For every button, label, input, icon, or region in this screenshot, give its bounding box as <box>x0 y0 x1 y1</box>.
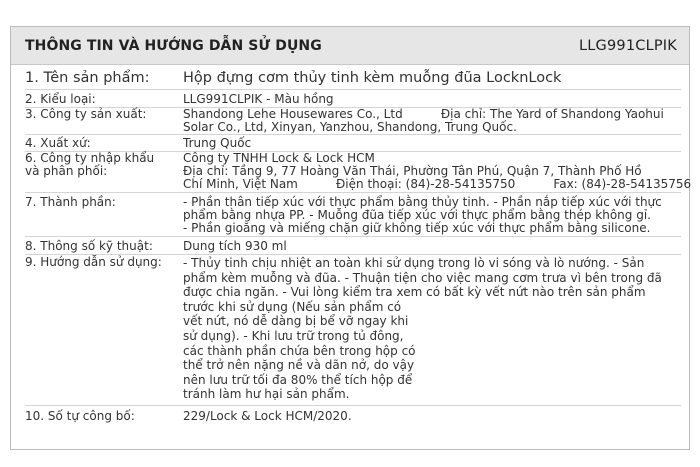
value-line: - Thủy tinh chịu nhiệt an toàn khi sử dụng trong lò vi sóng và lò nướng. - Sản <box>183 256 645 270</box>
value-line: Shandong Lehe Housewares Co., Ltd Địa chỉ: The Yard of Shandong Yaohui <box>183 107 664 121</box>
row-divider <box>25 236 681 237</box>
row-label: 7. Thành phần: <box>25 195 116 209</box>
row-value <box>183 70 683 87</box>
value-line: - Phần thân tiếp xúc với thực phẩm bằng thủy tinh. - Phần nắp tiếp xúc với thực <box>183 195 662 209</box>
value-line: Công ty TNHH Lock & Lock HCM <box>183 151 375 165</box>
value-line: nên lưu trữ tối đa 80% thể tích hộp để <box>183 372 413 387</box>
row-label: 10. Số tự công bố: <box>25 409 135 423</box>
row-divider <box>25 405 681 406</box>
row-divider <box>25 192 681 193</box>
row-label: 1. Tên sản phẩm: <box>25 70 150 86</box>
value-line: vết nứt, nó dễ dàng bị bể vỡ ngay khi <box>183 314 409 329</box>
row-value <box>183 137 683 150</box>
header-title: THÔNG TIN VÀ HƯỚNG DẪN SỬ DỤNG <box>25 38 322 54</box>
row-value <box>183 108 683 134</box>
card-header <box>11 27 689 65</box>
product-code: LLG991CLPIK <box>578 38 677 54</box>
value-line: được chia ngăn. - Vui lòng kiểm tra xem có bất kỳ vết nứt nào trên sản phẩm <box>183 285 646 300</box>
value-line: các thành phần chứa bên trong hộp có <box>183 343 416 358</box>
row-value <box>183 151 692 191</box>
row-label: 9. Hướng dẫn sử dụng: <box>25 255 162 269</box>
row-label <box>25 152 185 178</box>
row-value <box>183 196 683 235</box>
row-label: 8. Thông số kỹ thuật: <box>25 239 153 253</box>
row-divider <box>25 134 681 135</box>
label-line: 6. Công ty nhập khẩu <box>25 151 155 165</box>
value-line: sử dụng). - Khi lưu trữ trong tủ đông, <box>183 328 404 343</box>
value-line: 229/Lock & Lock HCM/2020. <box>183 409 352 423</box>
row-label: 2. Kiểu loại: <box>25 92 96 106</box>
row-value <box>183 256 683 402</box>
row-label: 3. Công ty sản xuất: <box>25 107 147 121</box>
value-line: - Phần gioăng và miếng chặn giữ không tiếp xúc với thực phẩm bằng silicone. <box>183 221 651 235</box>
value-line: Trung Quốc <box>183 136 252 150</box>
row-divider <box>25 89 681 90</box>
value-line: Địa chỉ: Tầng 9, 77 Hoàng Văn Thái, Phường Tân Phú, Quận 7, Thành Phố Hồ <box>183 164 642 178</box>
value-line: thể trở nên nặng nề và dãn nở, do vậy <box>183 358 415 373</box>
value-line: phẩm bằng nhựa PP. - Muỗng đũa tiếp xúc với thực phẩm bằng thép không gỉ. <box>183 208 651 222</box>
value-line: Chí Minh, Việt Nam Điện thoại: (84)-28-54135750 Fax: (84)-28-54135756 <box>183 177 692 191</box>
row-value <box>183 410 683 423</box>
value-line: phẩm kèm muỗng và đũa. - Thuận tiện cho việc mang cơm trưa vì bên trong đã <box>183 270 662 285</box>
value-line: Hộp đựng cơm thủy tinh kèm muỗng đũa LocknLock <box>183 70 562 86</box>
row-value <box>183 240 683 253</box>
value-line: tránh làm hư hại sản phẩm. <box>183 387 350 402</box>
value-line: Solar Co., Ltd, Xinyan, Yanzhou, Shandong, Trung Quốc. <box>183 120 517 134</box>
row-value <box>183 93 683 106</box>
value-line: trước khi sử dụng (Nếu sản phẩm có <box>183 299 402 314</box>
value-line: LLG991CLPIK - Màu hồng <box>183 92 334 106</box>
product-info-card <box>10 26 690 450</box>
value-line: Dung tích 930 ml <box>183 239 287 253</box>
row-label: 4. Xuất xứ: <box>25 136 91 150</box>
label-line: và phân phối: <box>25 164 108 178</box>
